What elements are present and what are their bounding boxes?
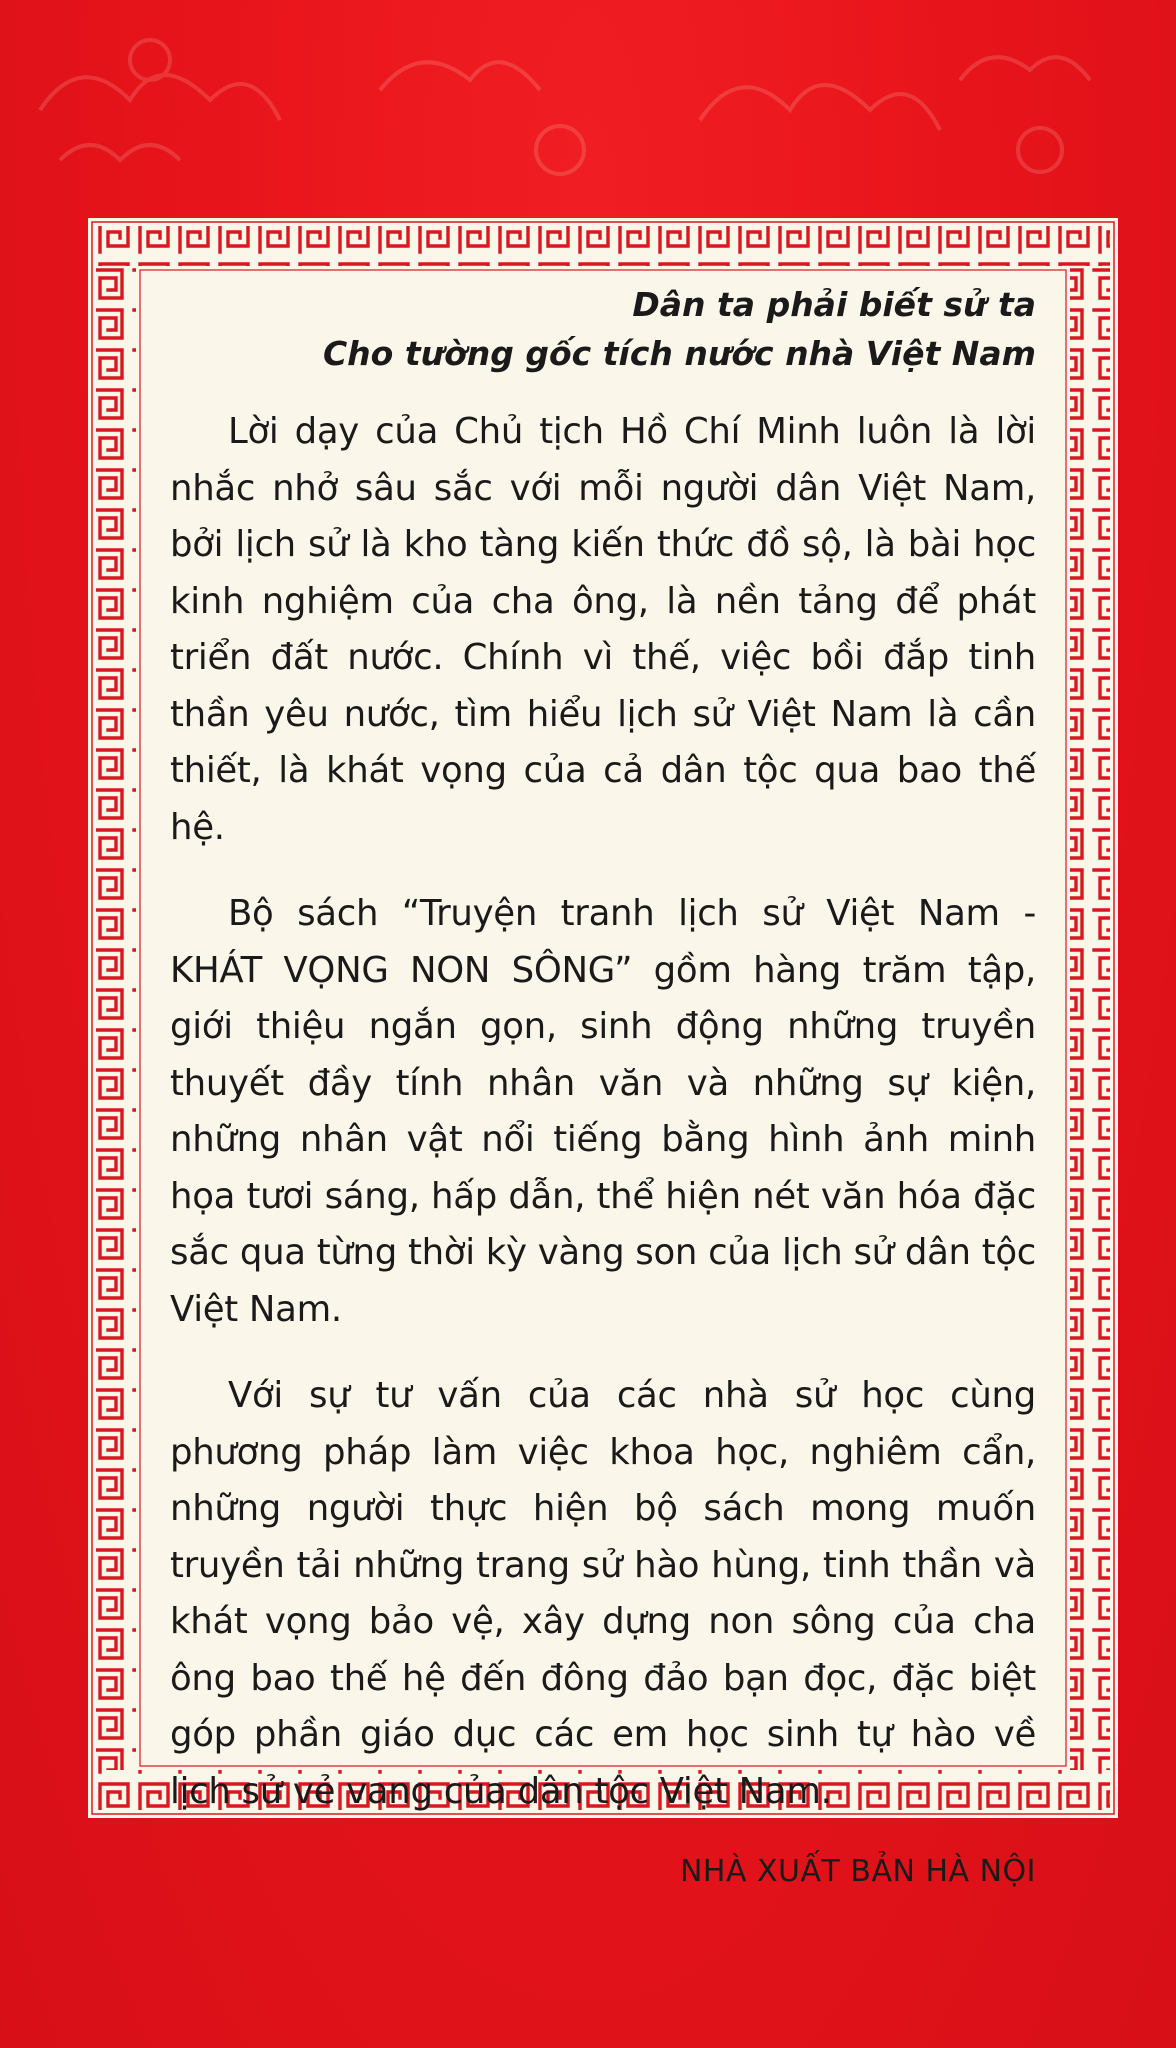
publisher-signature: NHÀ XUẤT BẢN HÀ NỘI [679, 1854, 1036, 1889]
paragraph-2: Bộ sách “Truyện tranh lịch sử Việt Nam - KHÁT VỌNG NON SÔNG” gồm hàng trăm tập, giới thiệu ngắn gọn, sinh động những truyền thuyết đầy tính nhân văn và những sự kiện, những nhân vật nổi tiếng bằng hình ảnh minh họa tươi sáng, hấp dẫn, thể hiện nét văn hóa đặc sắc qua từng thời kỳ vàng son của lịch sử dân tộc Việt Nam. [170, 893, 1036, 1330]
text-panel [88, 218, 1118, 1889]
paragraph-1: Lời dạy của Chủ tịch Hồ Chí Minh luôn là lời nhắc nhở sâu sắc với mỗi người dân Việt Nam, bởi lịch sử là kho tàng kiến thức đồ sộ, là bài học kinh nghiệm của cha ông, là nền tảng để phát triển đất nước. Chính vì thế, việc bồi đắp tinh thần yêu nước, tìm hiểu lịch sử Việt Nam là cần thiết, là khát vọng của cả dân tộc qua bao thế hệ. [170, 411, 1036, 848]
verse-line-1: Dân ta phải biết sử ta [632, 285, 1036, 324]
text-content [170, 260, 1036, 1889]
paragraph-3: Với sự tư vấn của các nhà sử học cùng phương pháp làm việc khoa học, nghiêm cẩn, những người thực hiện bộ sách mong muốn truyền tải những trang sử hào hùng, tinh thần và khát vọng bảo vệ, xây dựng non sông của cha ông bao thế hệ đến đông đảo bạn đọc, đặc biệt góp phần giáo dục các em học sinh tự hào về lịch sử vẻ vang của dân tộc Việt Nam. [170, 1375, 1036, 1812]
cloud-pattern-decoration [0, 0, 1176, 220]
epigraph-verse [170, 280, 1036, 378]
verse-line-2: Cho tường gốc tích nước nhà Việt Nam [322, 334, 1036, 373]
